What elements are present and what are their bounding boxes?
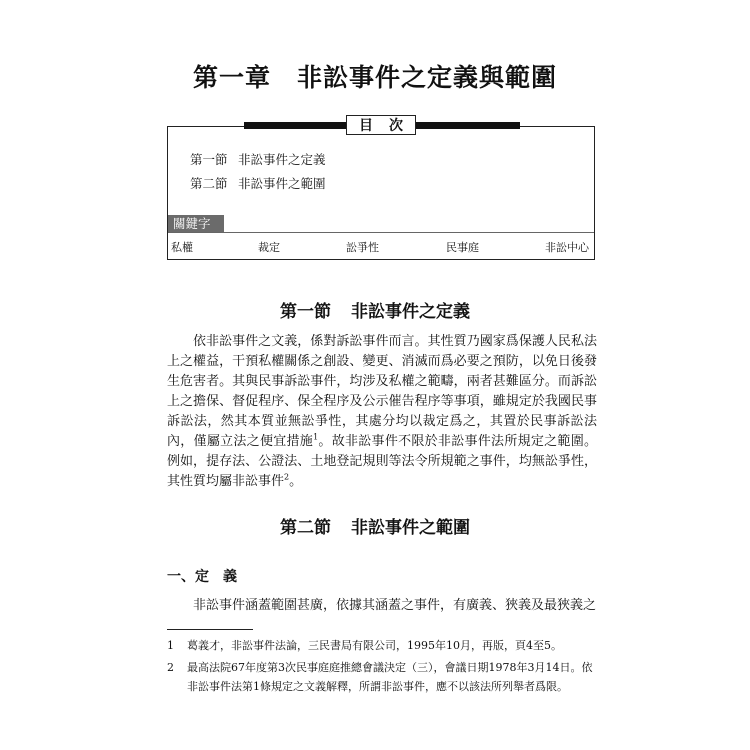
toc-item-title: 非訟事件之範圍 — [238, 176, 326, 191]
section-1-paragraph — [167, 332, 597, 492]
toc-label — [346, 115, 416, 135]
keywords-divider — [168, 232, 594, 233]
toc-box — [167, 126, 595, 260]
footnote-number: 1 — [167, 639, 174, 652]
section-number: 第二節 — [280, 518, 331, 538]
section-1-title — [0, 297, 750, 322]
paragraph-text: 。 — [289, 474, 303, 489]
section-2-paragraph: 非訟事件涵蓋範圍甚廣，依據其涵蓋之事件，有廣義、狹義及最狹義之 — [193, 598, 597, 613]
paragraph-text: 依非訟事件之文義，係對訴訟事件而言。其性質乃國家爲保護人民私法上之權益，干預私權關係之創設、變更、消滅而爲必要之預防，以免日後發生危害者。其與民事訴訟事件，均涉及私權之範疇，兩者甚難區分。而訴訟上之擔保、督促程序、保全程序及公示催告程序等事項，雖規定於我國民事訴訟法，然其本質並無訟爭性，其處分均以裁定爲之，其置於民事訴訟法內，僅屬立法之便宜措施 — [167, 334, 597, 449]
keyword-item: 裁定 — [258, 241, 280, 254]
keyword-item: 訟爭性 — [346, 241, 379, 254]
footnote-text: 葛義才，非訟事件法論，三民書局有限公司，1995年10月，再版，頁4至5。 — [187, 639, 562, 652]
section-name: 非訟事件之範圍 — [351, 518, 470, 538]
section-name: 非訟事件之定義 — [351, 302, 470, 322]
footnote-ref-2[interactable]: 2 — [284, 472, 290, 482]
chapter-name: 非訟事件之定義與範圍 — [297, 63, 558, 92]
chapter-number: 第一章 — [192, 63, 271, 92]
paragraph-text: 。故非訟事件不限於非訟事件法所規定之範圍。例如，提存法、公證法、土地登記規則等法令所規範之事件，均無訟爭性，其性質均屬非訟事件 — [167, 434, 597, 489]
toc-item-number: 第一節 — [190, 152, 228, 167]
footnote-text: 最高法院67年度第3次民事庭庭推總會議決定（三），會議日期1978年3月14日。依 — [187, 661, 593, 674]
keyword-item: 非訟中心 — [545, 241, 589, 254]
keywords-label: 關鍵字 — [168, 215, 224, 232]
toc-bar-right — [416, 122, 520, 129]
subheading-definition: 一、定 義 — [167, 569, 237, 585]
toc-label-right: 次 — [389, 118, 403, 134]
toc-label-left: 目 — [359, 118, 373, 134]
chapter-title — [0, 58, 750, 94]
toc-item-section-2[interactable] — [190, 174, 326, 192]
footnote-divider — [167, 629, 253, 630]
footnote-2 — [167, 658, 599, 696]
footnote-text-continued: 非訟事件法第1條規定之文義解釋，所謂非訟事件，應不以該法所列舉者爲限。 — [187, 680, 568, 693]
section-2-title — [0, 513, 750, 538]
footnote-1 — [167, 636, 599, 655]
toc-item-section-1[interactable] — [190, 150, 326, 168]
keyword-item: 私權 — [171, 241, 193, 254]
keyword-item: 民事庭 — [446, 241, 479, 254]
footnote-number: 2 — [167, 661, 174, 674]
toc-item-title: 非訟事件之定義 — [238, 152, 326, 167]
section-number: 第一節 — [280, 302, 331, 322]
toc-item-number: 第二節 — [190, 176, 228, 191]
toc-bar-left — [244, 122, 346, 129]
footnote-ref-1[interactable]: 1 — [313, 432, 319, 442]
